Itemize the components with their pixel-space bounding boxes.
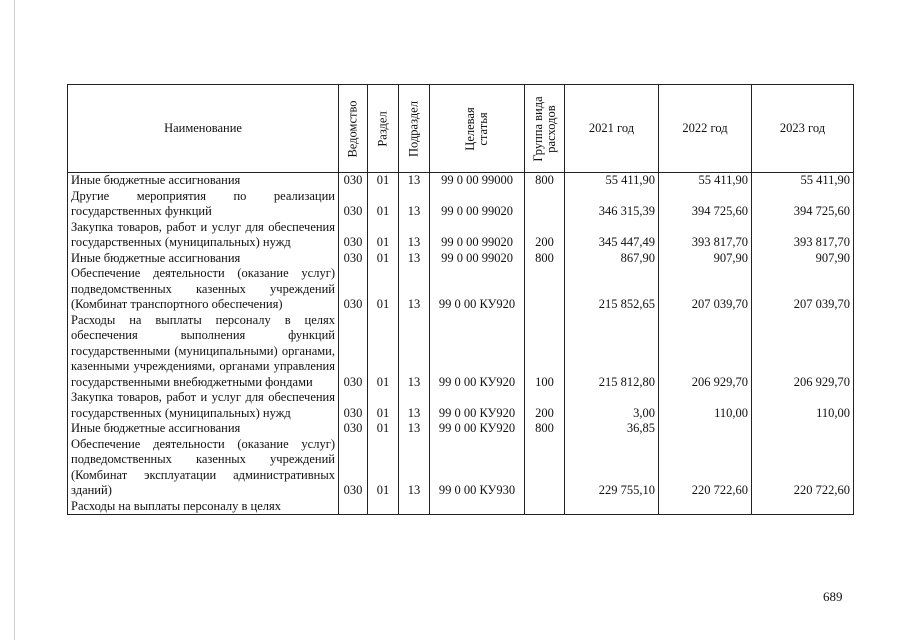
table-row (68, 173, 854, 189)
row-value-2021: 345 447,49 (565, 220, 659, 251)
row-gruppa: 200 (525, 220, 565, 251)
row-value-2022: 110,00 (659, 390, 752, 421)
table-row (68, 421, 854, 437)
row-vedomstvo: 030 (339, 313, 368, 391)
header-2021: 2021 год (565, 85, 659, 173)
row-celevaya-statya (430, 499, 525, 515)
row-celevaya-statya: 99 0 00 99020 (430, 251, 525, 267)
row-vedomstvo (339, 499, 368, 515)
row-razdel: 01 (368, 421, 399, 437)
row-vedomstvo: 030 (339, 220, 368, 251)
table-row (68, 220, 854, 251)
table-header (68, 85, 854, 173)
row-name: Обеспечение деятельности (оказание услуг) подведомственных казенных учреждений (Комбинат транспортного обеспечения) (68, 266, 339, 313)
row-celevaya-statya: 99 0 00 КУ920 (430, 421, 525, 437)
header-vedomstvo: Ведомство (339, 85, 368, 173)
row-razdel: 01 (368, 313, 399, 391)
row-value-2023: 55 411,90 (752, 173, 854, 189)
row-value-2021 (565, 499, 659, 515)
row-razdel: 01 (368, 189, 399, 220)
row-name: Расходы на выплаты персоналу в целях (68, 499, 339, 515)
table-body (68, 173, 854, 515)
row-gruppa: 800 (525, 421, 565, 437)
row-name: Закупка товаров, работ и услуг для обеспечения государственных (муниципальных) нужд (68, 220, 339, 251)
row-vedomstvo: 030 (339, 390, 368, 421)
row-name: Закупка товаров, работ и услуг для обеспечения государственных (муниципальных) нужд (68, 390, 339, 421)
header-celevaya-statya: Целевая статья (430, 85, 525, 173)
row-value-2023: 110,00 (752, 390, 854, 421)
row-value-2022: 394 725,60 (659, 189, 752, 220)
row-gruppa (525, 437, 565, 499)
row-podrazdel: 13 (399, 421, 430, 437)
row-celevaya-statya: 99 0 00 99020 (430, 189, 525, 220)
row-razdel: 01 (368, 251, 399, 267)
row-podrazdel: 13 (399, 437, 430, 499)
row-gruppa: 100 (525, 313, 565, 391)
row-value-2023: 206 929,70 (752, 313, 854, 391)
row-name: Обеспечение деятельности (оказание услуг) подведомственных казенных учреждений (Комбинат эксплуатации административных зданий) (68, 437, 339, 499)
row-razdel: 01 (368, 266, 399, 313)
row-value-2023 (752, 421, 854, 437)
row-razdel: 01 (368, 437, 399, 499)
row-value-2023: 393 817,70 (752, 220, 854, 251)
row-value-2022 (659, 421, 752, 437)
row-value-2023: 207 039,70 (752, 266, 854, 313)
page-number: 689 (823, 589, 843, 604)
row-podrazdel: 13 (399, 173, 430, 189)
row-gruppa: 800 (525, 173, 565, 189)
row-celevaya-statya: 99 0 00 КУ920 (430, 390, 525, 421)
row-value-2021: 55 411,90 (565, 173, 659, 189)
row-razdel: 01 (368, 173, 399, 189)
row-name: Иные бюджетные ассигнования (68, 173, 339, 189)
row-podrazdel: 13 (399, 266, 430, 313)
row-vedomstvo: 030 (339, 437, 368, 499)
row-name: Иные бюджетные ассигнования (68, 251, 339, 267)
row-gruppa (525, 499, 565, 515)
row-vedomstvo: 030 (339, 173, 368, 189)
row-gruppa (525, 266, 565, 313)
row-value-2021: 346 315,39 (565, 189, 659, 220)
row-podrazdel (399, 499, 430, 515)
row-podrazdel: 13 (399, 313, 430, 391)
row-name: Иные бюджетные ассигнования (68, 421, 339, 437)
header-name: Наименование (68, 85, 339, 173)
row-celevaya-statya: 99 0 00 КУ920 (430, 266, 525, 313)
table-row (68, 189, 854, 220)
row-value-2023 (752, 499, 854, 515)
row-vedomstvo: 030 (339, 189, 368, 220)
budget-table (67, 84, 854, 515)
row-gruppa: 200 (525, 390, 565, 421)
header-2022: 2022 год (659, 85, 752, 173)
row-value-2022: 220 722,60 (659, 437, 752, 499)
row-name: Расходы на выплаты персоналу в целях обеспечения выполнения функций государственными (муниципальными) органами, казенными учреждениями, органами управления государственными внебюджетными фондами (68, 313, 339, 391)
page-edge-line (14, 0, 15, 640)
row-value-2023: 394 725,60 (752, 189, 854, 220)
row-value-2022: 55 411,90 (659, 173, 752, 189)
row-name: Другие мероприятия по реализации государственных функций (68, 189, 339, 220)
row-celevaya-statya: 99 0 00 99000 (430, 173, 525, 189)
table-row (68, 266, 854, 313)
row-celevaya-statya: 99 0 00 КУ920 (430, 313, 525, 391)
header-gruppa-vida-rashodov: Группа вида расходов (525, 85, 565, 173)
row-value-2021: 867,90 (565, 251, 659, 267)
table-row (68, 437, 854, 499)
row-value-2023: 907,90 (752, 251, 854, 267)
row-value-2022 (659, 499, 752, 515)
header-2023: 2023 год (752, 85, 854, 173)
row-value-2021: 3,00 (565, 390, 659, 421)
row-podrazdel: 13 (399, 251, 430, 267)
row-value-2021: 229 755,10 (565, 437, 659, 499)
row-razdel: 01 (368, 390, 399, 421)
header-podrazdel: Подраздел (399, 85, 430, 173)
table-row (68, 313, 854, 391)
row-value-2022: 907,90 (659, 251, 752, 267)
row-gruppa (525, 189, 565, 220)
row-value-2021: 36,85 (565, 421, 659, 437)
table-row (68, 499, 854, 515)
row-podrazdel: 13 (399, 390, 430, 421)
row-gruppa: 800 (525, 251, 565, 267)
row-vedomstvo: 030 (339, 421, 368, 437)
row-vedomstvo: 030 (339, 251, 368, 267)
row-value-2022: 393 817,70 (659, 220, 752, 251)
row-podrazdel: 13 (399, 220, 430, 251)
row-razdel (368, 499, 399, 515)
row-value-2022: 207 039,70 (659, 266, 752, 313)
row-value-2021: 215 812,80 (565, 313, 659, 391)
table-row (68, 251, 854, 267)
row-value-2021: 215 852,65 (565, 266, 659, 313)
table-row (68, 390, 854, 421)
row-razdel: 01 (368, 220, 399, 251)
row-celevaya-statya: 99 0 00 99020 (430, 220, 525, 251)
row-vedomstvo: 030 (339, 266, 368, 313)
row-value-2022: 206 929,70 (659, 313, 752, 391)
header-razdel: Раздел (368, 85, 399, 173)
row-celevaya-statya: 99 0 00 КУ930 (430, 437, 525, 499)
row-podrazdel: 13 (399, 189, 430, 220)
row-value-2023: 220 722,60 (752, 437, 854, 499)
